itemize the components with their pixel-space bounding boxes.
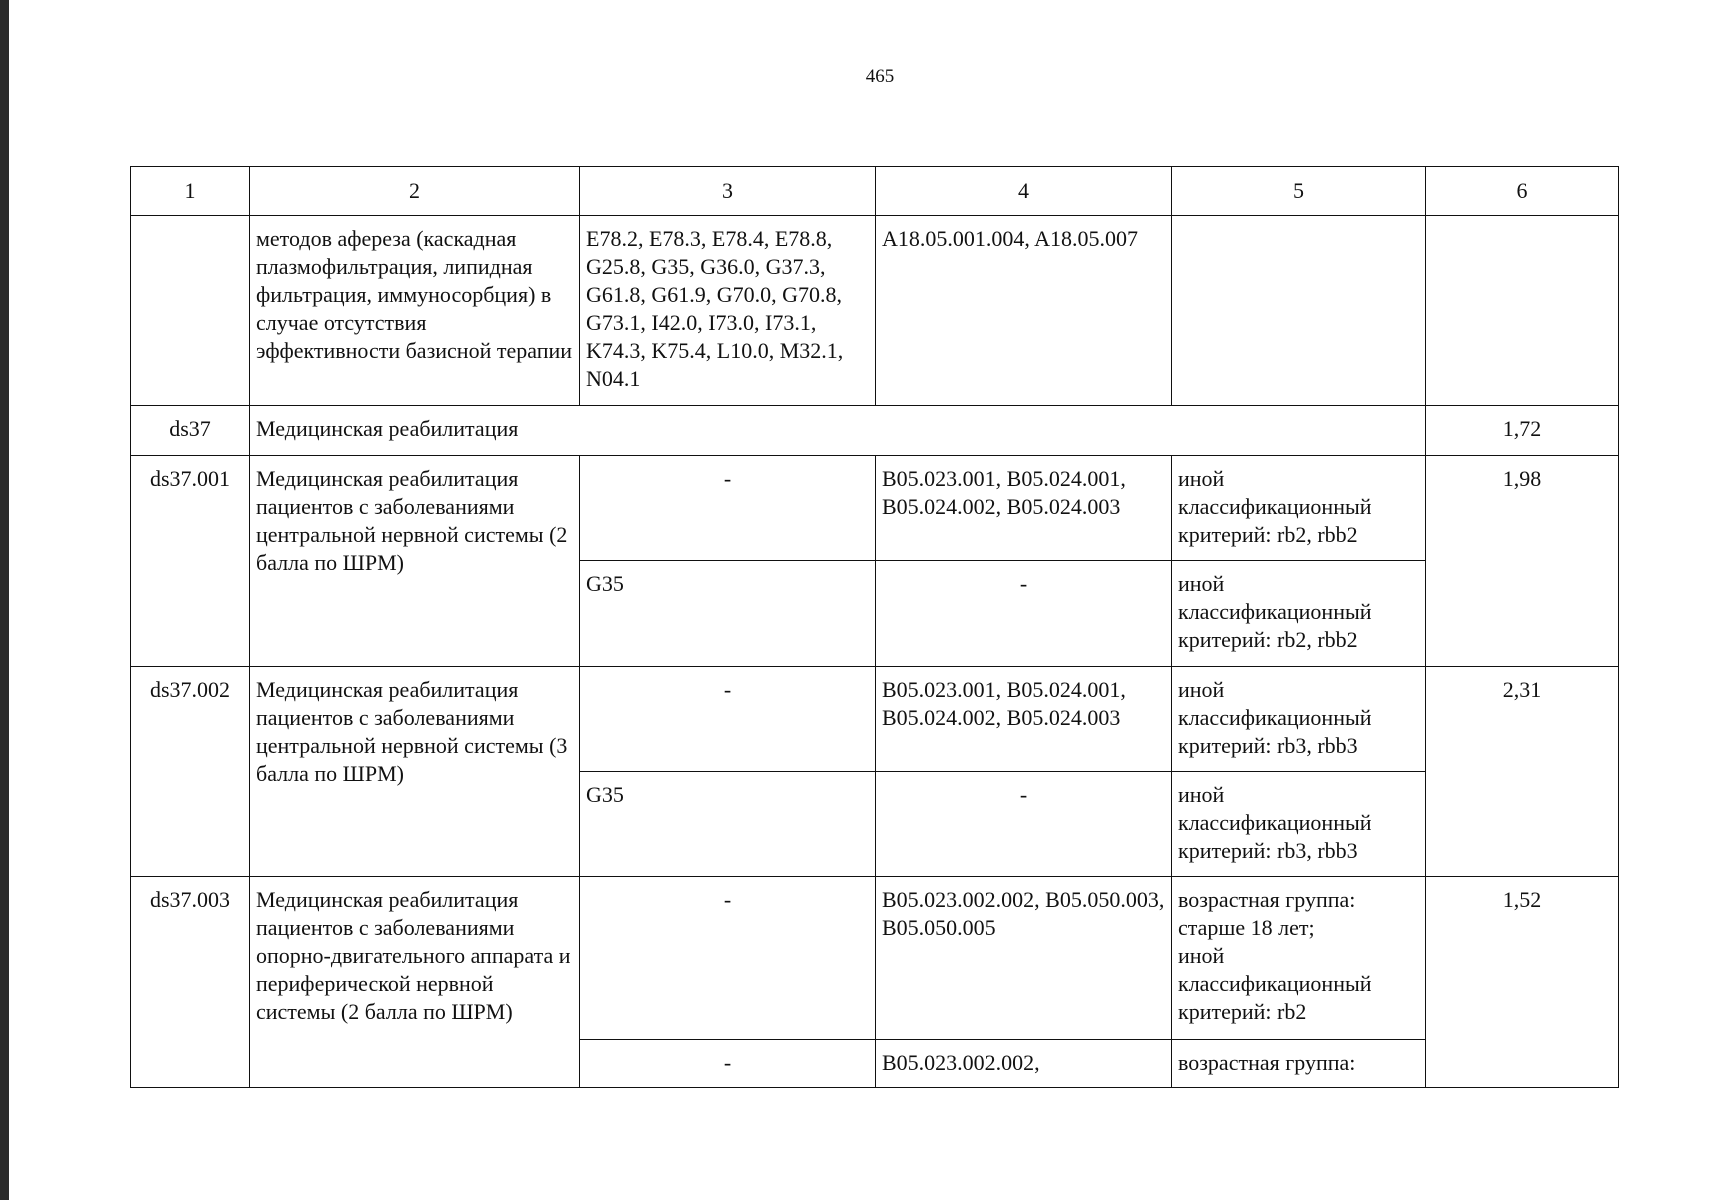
table-row: [131, 455, 1619, 560]
name-cell: Медицинская реабилитация пациентов с заболеваниями опорно-двигательного аппарата и периферической нервной системы (2 балла по ШРМ): [250, 877, 580, 1088]
criteria-cell: иной классификационный критерий: rb3, rbb3: [1172, 771, 1426, 876]
tariff-table: [130, 166, 1619, 1088]
column-number-2: 2: [250, 167, 580, 216]
diagnoses-cell: G35: [580, 561, 876, 666]
services-cell: -: [876, 561, 1172, 666]
criteria-cell: иной классификационный критерий: rb2, rbb2: [1172, 455, 1426, 560]
services-cell: B05.023.002.002, B05.050.003, B05.050.005: [876, 877, 1172, 1040]
name-cell: Медицинская реабилитация пациентов с заболеваниями центральной нервной системы (2 балла по ШРМ): [250, 455, 580, 666]
code-cell: ds37.002: [131, 666, 250, 877]
services-cell: -: [876, 771, 1172, 876]
scan-page-edge: [0, 0, 9, 1200]
services-cell: B05.023.001, B05.024.001, B05.024.002, B05.024.003: [876, 666, 1172, 771]
criteria-cell: возрастная группа:: [1172, 1039, 1426, 1087]
services-cell: B05.023.001, B05.024.001, B05.024.002, B05.024.003: [876, 455, 1172, 560]
group-coef: 1,72: [1426, 405, 1619, 455]
code-cell: ds37.001: [131, 455, 250, 666]
code-cell: [131, 216, 250, 406]
group-row: [131, 405, 1619, 455]
column-number-5: 5: [1172, 167, 1426, 216]
coef-cell: 1,52: [1426, 877, 1619, 1088]
name-cell: методов афереза (каскадная плазмофильтрация, липидная фильтрация, иммуносорбция) в случае отсутствия эффективности базисной терапии: [250, 216, 580, 406]
coef-cell: [1426, 216, 1619, 406]
criteria-line: иной классификационный критерий: rb2: [1178, 943, 1372, 1025]
column-number-3: 3: [580, 167, 876, 216]
criteria-cell: [1172, 216, 1426, 406]
criteria-cell: иной классификационный критерий: rb3, rbb3: [1172, 666, 1426, 771]
code-cell: ds37.003: [131, 877, 250, 1088]
criteria-cell: иной классификационный критерий: rb2, rbb2: [1172, 561, 1426, 666]
diagnoses-cell: E78.2, E78.3, E78.4, E78.8, G25.8, G35, G36.0, G37.3, G61.8, G61.9, G70.0, G70.8, G73.1, I42.0, I73.0, I73.1, K74.3, K75.4, L10.0, M32.1, N04.1: [580, 216, 876, 406]
column-number-6: 6: [1426, 167, 1619, 216]
page-number: 465: [865, 66, 895, 87]
coef-cell: 1,98: [1426, 455, 1619, 666]
diagnoses-cell: -: [580, 1039, 876, 1087]
column-number-1: 1: [131, 167, 250, 216]
group-name: Медицинская реабилитация: [250, 405, 1426, 455]
table-row: [131, 666, 1619, 771]
diagnoses-cell: -: [580, 877, 876, 1040]
group-code: ds37: [131, 405, 250, 455]
table-row: [131, 877, 1619, 1040]
diagnoses-cell: G35: [580, 771, 876, 876]
diagnoses-cell: -: [580, 666, 876, 771]
column-number-4: 4: [876, 167, 1172, 216]
diagnoses-cell: -: [580, 455, 876, 560]
criteria-cell: [1172, 877, 1426, 1040]
services-cell: A18.05.001.004, A18.05.007: [876, 216, 1172, 406]
services-cell: B05.023.002.002,: [876, 1039, 1172, 1087]
table-header-row: [131, 167, 1619, 216]
continued-row: [131, 216, 1619, 406]
name-cell: Медицинская реабилитация пациентов с заболеваниями центральной нервной системы (3 балла по ШРМ): [250, 666, 580, 877]
coef-cell: 2,31: [1426, 666, 1619, 877]
criteria-line: возрастная группа: старше 18 лет;: [1178, 887, 1356, 941]
